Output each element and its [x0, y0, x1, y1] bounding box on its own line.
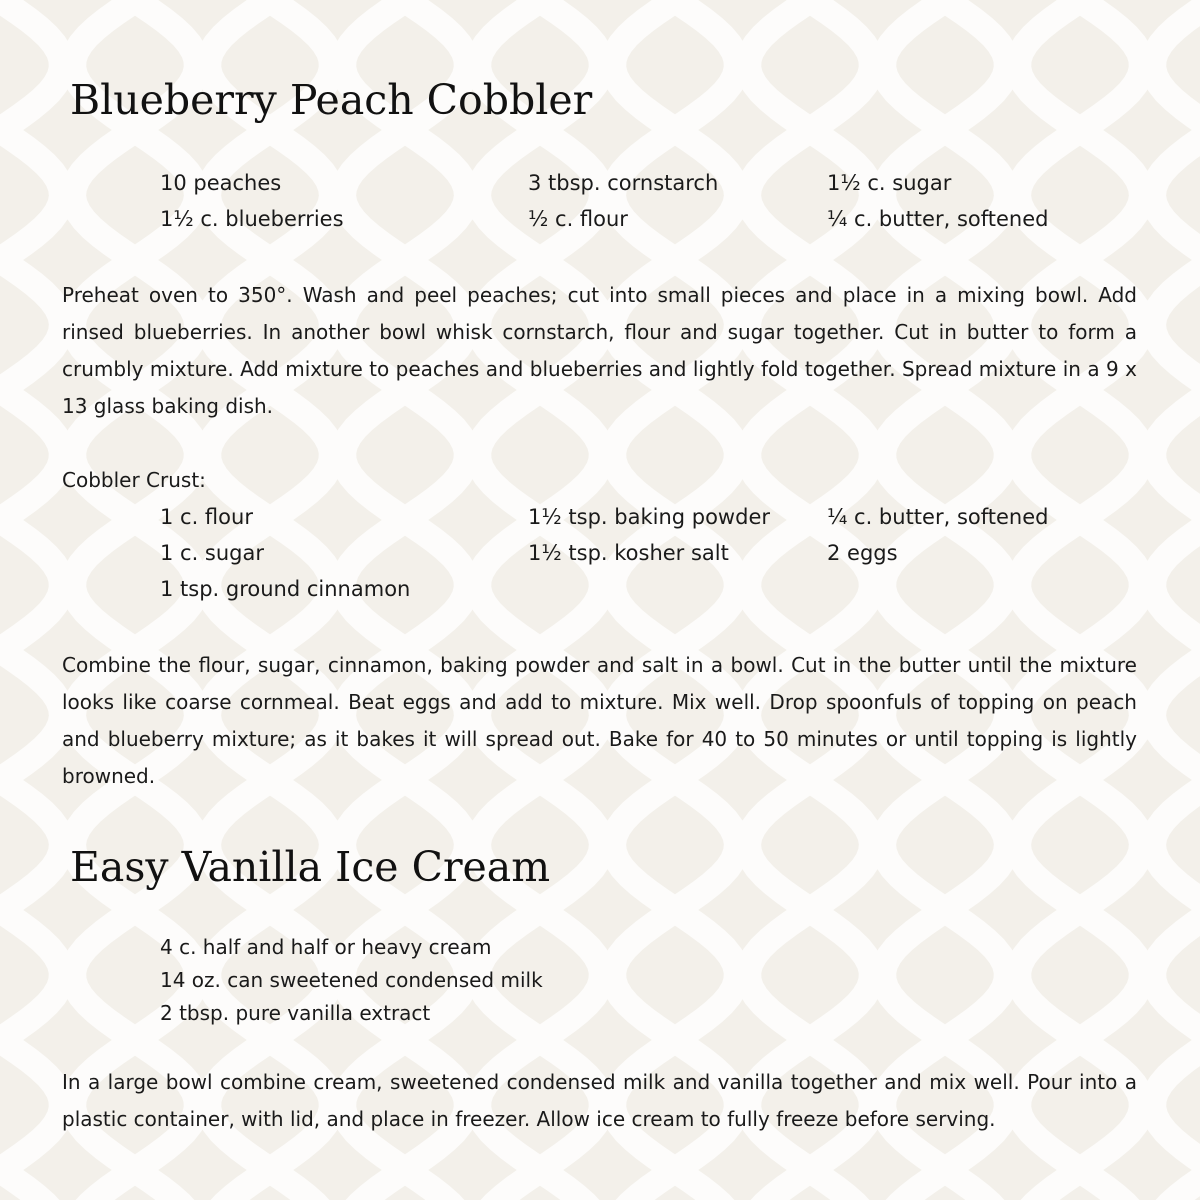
- ingredient: 1½ c. blueberries: [160, 207, 344, 231]
- ingredient-row: [160, 499, 1120, 535]
- ingredient: 1 c. sugar: [160, 541, 265, 565]
- ingredient: 1½ tsp. baking powder: [528, 505, 770, 529]
- crust-instructions: Combine the flour, sugar, cinnamon, baking powder and salt in a bowl. Cut in the butter until the mixture looks like coarse cornmeal. Beat eggs and add to mixture. Mix well. Drop spoonfuls of topping on peach and blueberry mixture; as it bakes it will spread out. Bake for 40 to 50 minutes or until topping is lightly browned.: [62, 653, 1137, 788]
- cobbler-instructions: Preheat oven to 350°. Wash and peel peaches; cut into small pieces and place in a mixing bowl. Add rinsed blueberries. In another bowl whisk cornstarch, flour and sugar together. Cut in butter to form a crumbly mixture. Add mixture to peaches and blueberries and lightly fold together. Spread mixture in a 9 x 13 glass baking dish.: [62, 283, 1137, 418]
- ingredient-row: [160, 571, 1120, 607]
- ice-cream-instructions: In a large bowl combine cream, sweetened condensed milk and vanilla together and mix well. Pour into a plastic container, with lid, and place in freezer. Allow ice cream to fully freeze before serving.: [62, 1070, 1137, 1131]
- recipe-title-ice-cream: Easy Vanilla Ice Cream: [70, 843, 551, 891]
- ingredient: 2 eggs: [827, 541, 898, 565]
- ingredient: 2 tbsp. pure vanilla extract: [160, 1001, 431, 1025]
- ingredient: ½ c. flour: [528, 207, 628, 231]
- ingredient: 1 tsp. ground cinnamon: [160, 577, 411, 601]
- ingredient: 10 peaches: [160, 171, 282, 195]
- ingredient: 3 tbsp. cornstarch: [528, 171, 719, 195]
- ingredient: 1½ c. sugar: [827, 171, 952, 195]
- ingredient: 1½ tsp. kosher salt: [528, 541, 729, 565]
- recipe-title-cobbler: Blueberry Peach Cobbler: [70, 76, 593, 124]
- ice-cream-ingredients: [160, 931, 543, 1030]
- ingredient-row: [160, 535, 1120, 571]
- ingredient: 4 c. half and half or heavy cream: [160, 935, 492, 959]
- ingredient: 14 oz. can sweetened condensed milk: [160, 968, 543, 992]
- cobbler-ingredients: [160, 165, 1120, 237]
- ingredient: ¼ c. butter, softened: [827, 207, 1049, 231]
- cobbler-crust-label: Cobbler Crust:: [62, 468, 206, 492]
- ingredient-row: [160, 165, 1120, 201]
- ingredient: ¼ c. butter, softened: [827, 505, 1049, 529]
- ingredient-row: [160, 201, 1120, 237]
- ingredient: 1 c. flour: [160, 505, 253, 529]
- crust-ingredients: [160, 499, 1120, 607]
